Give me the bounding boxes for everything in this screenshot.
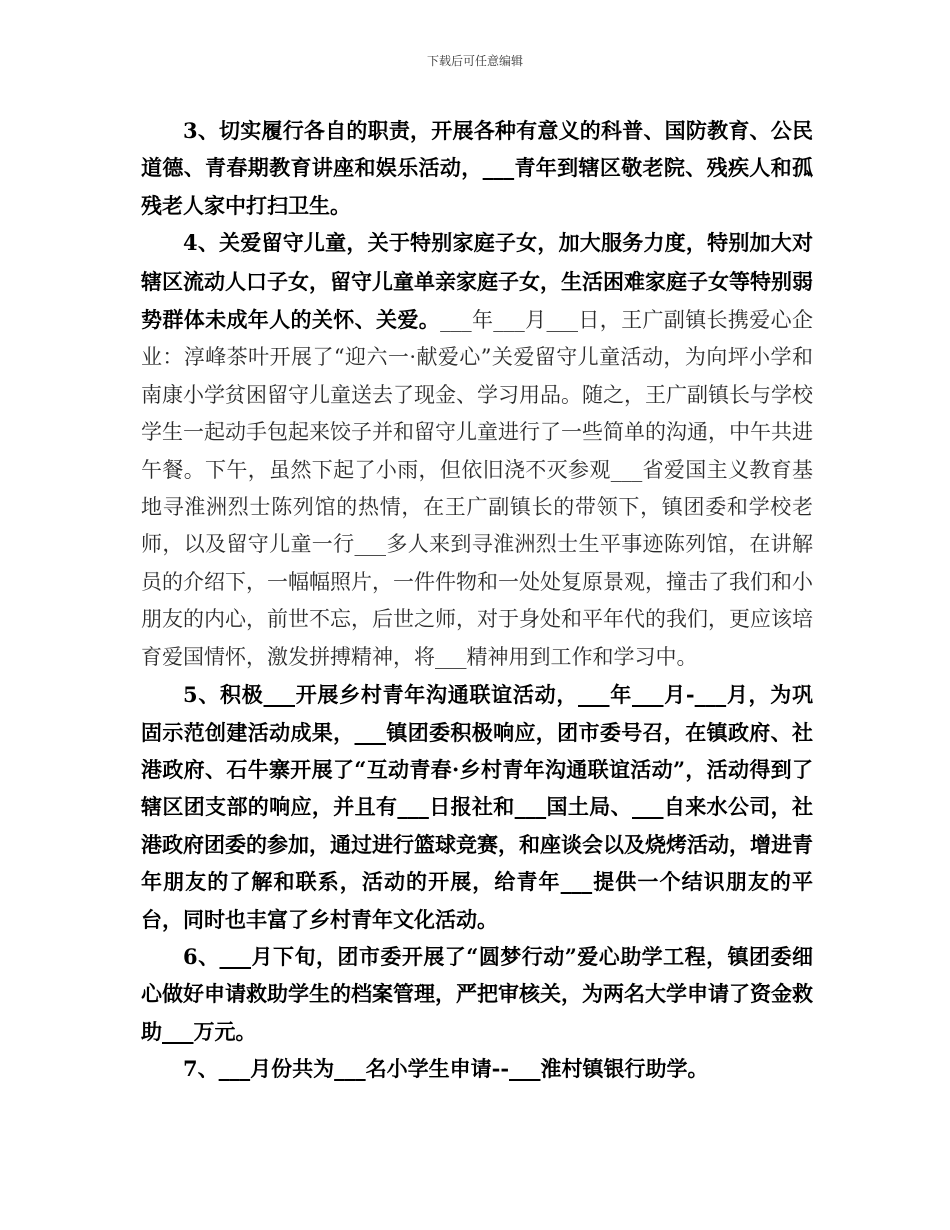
page-header: 下载后可任意编辑 (426, 54, 523, 68)
document-body (141, 112, 813, 1088)
paragraph-4 (141, 224, 813, 676)
paragraph-4-lead: 4、关爱留守儿童，关于特别家庭子女，加大服务力度，特别加大对辖区流动人口子女，留守儿童单亲家庭子女，生活困难家庭子女等特别弱势群体未成年人的关怀、关爱。 (141, 230, 813, 333)
paragraph-3: 3、切实履行各自的职责，开展各种有意义的科普、国防教育、公民道德、青春期教育讲座和娱乐活动，___青年到辖区敬老院、残疾人和孤残老人家中打扫卫生。 (141, 118, 813, 218)
paragraph-6: 6、___月下旬，团市委开展了“圆梦行动”爱心助学工程，镇团委细心做好申请救助学生的档案管理，严把审核关，为两名大学申请了资金救助___万元。 (141, 943, 813, 1044)
paragraph-7: 7、___月份共为___名小学生申请--___淮村镇银行助学。 (183, 1056, 709, 1082)
paragraph-4-body: ___年___月___日，王广副镇长携爱心企业：淳峰茶叶开展了“迎六一·献爱心”关爱留守儿童活动，为向坪小学和南康小学贫困留守儿童送去了现金、学习用品。随之，王广副镇长与学校学生一起动手包起来饺子并和留守儿童进行了一些简单的沟通，中午共进午餐。下午，虽然下起了小雨，但依旧浇不灭参观___省爱国主义教育基地寻淮洲烈士陈列馆的热情，在王广副镇长的带领下，镇团委和学校老师，以及留守儿童一行___多人来到寻淮洲烈士生平事迹陈列馆，在讲解员的介绍下，一幅幅照片，一件件物和一处处复原景观，撞击了我们和小朋友的内心，前世不忘，后世之师，对于身处和平年代的我们，更应该培育爱国情怀，激发拼搏精神，将___精神用到工作和学习中。 (141, 308, 814, 669)
paragraph-5: 5、积极___开展乡村青年沟通联谊活动，___年___月-___月，为巩固示范创建活动成果，___镇团委积极响应，团市委号召，在镇政府、社港政府、石牛寨开展了“互动青春·乡村青年沟通联谊活动”，活动得到了辖区团支部的响应，并且有___日报社和___国土局、___自来水公司，社港政府团委的参加，通过进行篮球竞赛，和座谈会以及烧烤活动，增进青年朋友的了解和联系，活动的开展，给青年___提供一个结识朋友的平台，同时也丰富了乡村青年文化活动。 (141, 682, 813, 932)
